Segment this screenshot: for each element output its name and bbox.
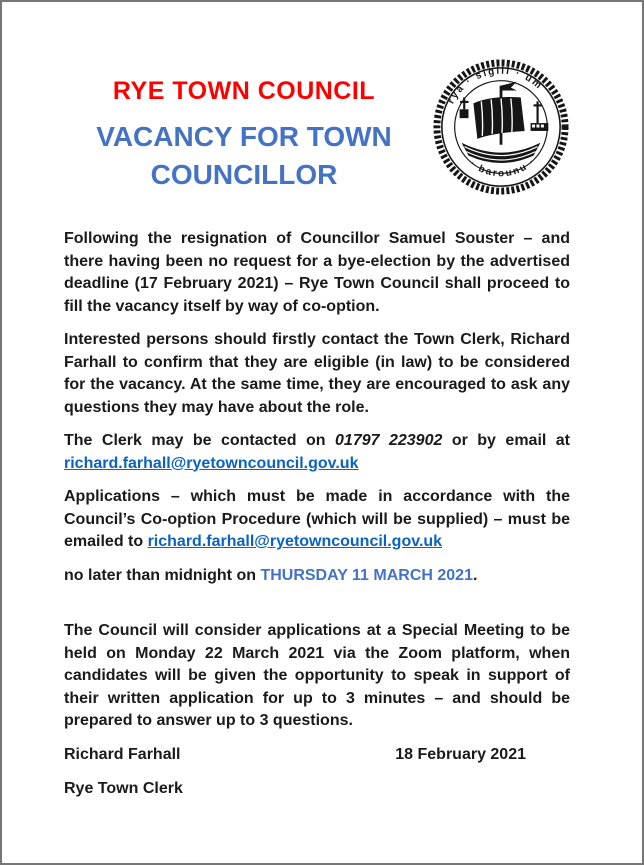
seal-arc-top-text: rya · sigill · um (445, 65, 545, 106)
council-title: RYE TOWN COUNCIL (112, 77, 376, 105)
email-link-clerk[interactable]: richard.farhall@ryetowncouncil.gov.uk (64, 454, 359, 472)
document-header (64, 57, 570, 197)
paragraph-clerk-contact (64, 430, 570, 475)
applications-text: Applications – which must be made in accordance with the Council’s Co-option Procedure (which will be supplied) – must be emailed to (64, 488, 570, 550)
paragraph-interested-persons: Interested persons should firstly contact the Town Clerk, Richard Farhall to confirm that they are eligible (in law) to be considered for the vacancy. At the same time, they are encouraged to ask any questions they may have about the role. (64, 331, 570, 416)
signature-name: Richard Farhall (64, 745, 181, 763)
clerk-contact-text-2: or by email at (442, 432, 571, 449)
rye-town-seal-logo (432, 57, 570, 197)
deadline-suffix: . (472, 566, 478, 584)
deadline-prefix: no later than midnight on (64, 566, 261, 584)
signature-date: 18 February 2021 (395, 745, 526, 763)
title-block (64, 57, 424, 194)
paragraph-deadline (64, 565, 570, 588)
clerk-contact-text: The Clerk may be contacted on (64, 432, 336, 449)
paragraph-applications (64, 486, 570, 554)
vacancy-title-line1: VACANCY FOR TOWN (96, 121, 392, 152)
vacancy-title (64, 118, 424, 194)
vacancy-title-line2: COUNCILLOR (150, 159, 338, 190)
seal-arc-bottom-text: · barounu · (467, 155, 539, 180)
phone-number: 01797 223902 (335, 432, 443, 449)
deadline-date: THURSDAY 11 MARCH 2021 (260, 566, 473, 584)
document-body (64, 228, 570, 801)
signature-row (64, 744, 570, 767)
paragraph-special-meeting: The Council will consider applications at a Special Meeting to be held on Monday 22 March 2021 via the Zoom platform, when candidates will be given the opportunity to speak in support of their written application for up to 3 minutes – and should be prepared to answer up to 3 questions. (64, 622, 570, 729)
seal-ship (460, 82, 549, 163)
email-link-applications[interactable]: richard.farhall@ryetowncouncil.gov.uk (147, 533, 443, 550)
paragraph-resignation: Following the resignation of Councillor Samuel Souster – and there having been no request for a bye-election by the advertised deadline (17 February 2021) – Rye Town Council shall proceed to fill the vacancy itself by way of co-option. (64, 230, 570, 315)
signature-title: Rye Town Clerk (64, 780, 183, 797)
